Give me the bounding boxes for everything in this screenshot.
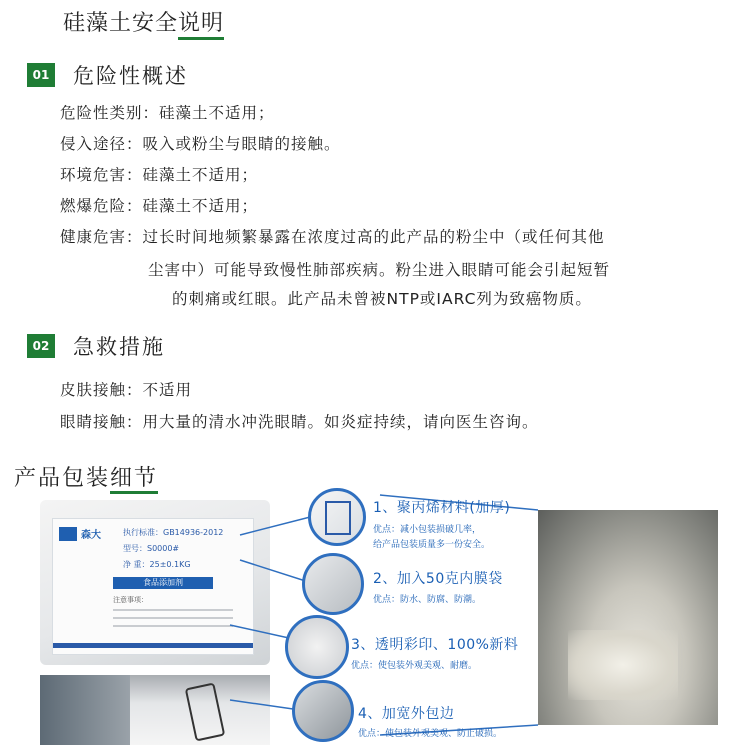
bag-standard: 执行标准：GB14936-2012 — [123, 528, 224, 537]
row-value: 硅藻土不适用； — [159, 104, 275, 122]
bag-brand: 森大 — [81, 530, 101, 541]
detail-circle-print — [285, 615, 349, 679]
row-label: 环境危害： — [60, 166, 143, 184]
feature-sub-1a: 优点：减小包装损破几率， — [373, 525, 482, 535]
row-value: 吸入或粉尘与眼睛的接触。 — [142, 135, 341, 153]
packaging-heading-underlined: 细节 — [110, 466, 158, 494]
row-label: 燃爆危险： — [60, 197, 143, 215]
row-value: 用大量的清水冲洗眼睛。如炎症持续，请向医生咨询。 — [142, 413, 539, 431]
packaging-heading-main: 产品包装 — [14, 466, 111, 491]
row-value: 过长时间地频繁暴露在浓度过高的此产品的粉尘中（或任何其他 — [142, 228, 605, 246]
feature-sub-1b: 给产品包装质量多一份安全。 — [373, 540, 491, 550]
feature-sub-4: 优点：使包装外观美观、防止破损。 — [358, 729, 503, 739]
page-title-main: 硅藻土安全 — [63, 11, 179, 36]
row-label: 健康危害： — [60, 228, 143, 246]
row-value: 不适用 — [142, 381, 193, 399]
page-title-underlined: 说明 — [178, 11, 224, 40]
section-heading: 急救措施 — [73, 335, 165, 359]
row-label: 侵入途径： — [60, 135, 143, 153]
row-label: 皮肤接触： — [60, 381, 143, 399]
bag-weight: 净 重：25±0.1KG — [123, 560, 191, 569]
section-number-badge: 01 — [27, 63, 55, 87]
row-value: 硅藻土不适用； — [142, 197, 259, 215]
section-number-badge: 02 — [27, 334, 55, 358]
row-label: 眼睛接触： — [60, 413, 143, 431]
detail-circle-inner-film — [302, 553, 364, 615]
detail-circle-edge — [292, 680, 354, 742]
feature-title-4: 4、加宽外包边 — [358, 706, 455, 722]
row-value: 硅藻土不适用； — [142, 166, 259, 184]
health-hazard-continuation-2: 的刺痛或红眼。此产品未曾被NTP或IARC列为致癌物质。 — [172, 290, 592, 308]
bag-notes: 注意事项： — [113, 596, 148, 604]
feature-title-3: 3、透明彩印、100%新料 — [351, 637, 519, 653]
feature-title-1: 1、聚丙烯材料(加厚) — [373, 500, 511, 516]
row-label: 危险性类别： — [60, 104, 160, 122]
bag-category: 食品添加剂 — [113, 577, 213, 589]
feature-sub-2: 优点：防水、防腐、防潮。 — [373, 595, 482, 605]
feature-title-2: 2、加入50克内膜袋 — [373, 571, 503, 587]
detail-circle-material — [308, 488, 366, 546]
health-hazard-continuation-1: 尘害中）可能导致慢性肺部疾病。粉尘进入眼睛可能会引起短暂 — [148, 261, 611, 279]
bag-code: 型号：S0000# — [123, 544, 180, 553]
feature-sub-3: 优点：使包装外观美观、耐磨。 — [351, 661, 478, 671]
section-heading: 危险性概述 — [73, 64, 188, 88]
